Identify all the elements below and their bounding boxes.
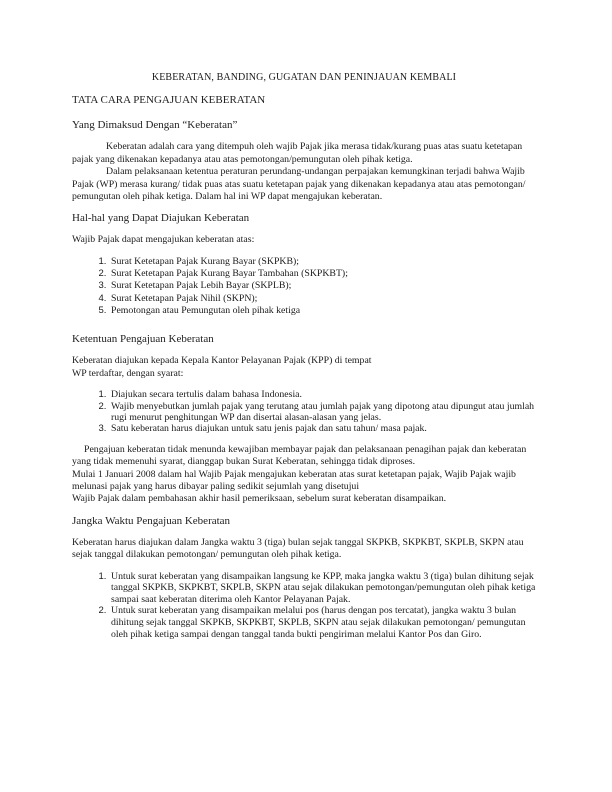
list-item: 2. Untuk surat keberatan yang disampaikan melalui pos (harus dengan pos tercatat), jangka waktu 3 bulan dihitung sejak tanggal SKPKB, SKPKBT, SKPLB, SKPN atau sejak dilakukan pemotongan/ pemungutan oleh pihak ketiga sampai dengan tanggal tanda bukti pengiriman melalui Kantor Pos dan Giro. <box>109 605 536 640</box>
paragraph-mulai-2008: Mulai 1 Januari 2008 dalam hal Wajib Pajak mengajukan keberatan atas surat ketetapan pajak, Wajib Pajak wajib melunasi pajak yang harus dibayar paling sedikit sejumlah yang disetujui <box>72 468 516 492</box>
halhal-list <box>72 256 536 317</box>
list-item: 1. Untuk surat keberatan yang disampaikan langsung ke KPP, maka jangka waktu 3 (tiga) bulan dihitung sejak tanggal SKPKB, SKPKBT, SKPLB, SKPN atau sejak dilakukan pemotongan/pemungutan oleh pihak ketiga sampai saat keberatan diterima oleh Kantor Pelayanan Pajak. <box>109 571 536 606</box>
paragraph-pembahasan: Wajib Pajak dalam pembahasan akhir hasil pemeriksaan, sebelum surat keberatan disampaikan. <box>72 493 447 505</box>
document-title: KEBERATAN, BANDING, GUGATAN DAN PENINJAUAN KEMBALI <box>151 72 457 83</box>
heading-ketentuan: Ketentuan Pengajuan Keberatan <box>72 333 214 346</box>
jangka-intro: Keberatan harus diajukan dalam Jangka waktu 3 (tiga) bulan sejak tanggal SKPKB, SKPKBT, SKPLB, SKPN atau sejak tanggal dilakukan pemotongan/ pemungutan oleh pihak ketiga. <box>72 536 524 561</box>
list-item: 1. Surat Ketetapan Pajak Kurang Bayar (SKPKB); <box>109 256 536 268</box>
heading-yang-dimaksud: Yang Dimaksud Dengan “Keberatan” <box>72 119 238 132</box>
ketentuan-intro-line1: Keberatan diajukan kepada Kepala Kantor Pelayanan Pajak (KPP) di tempat <box>72 355 372 367</box>
section-heading-tata-cara: TATA CARA PENGAJUAN KEBERATAN <box>72 94 266 107</box>
syarat-list <box>72 389 536 435</box>
list-item: 2. Surat Ketetapan Pajak Kurang Bayar Tambahan (SKPKBT); <box>109 268 536 280</box>
heading-hal-hal: Hal-hal yang Dapat Diajukan Keberatan <box>72 212 250 225</box>
list-item: 3. Surat Ketetapan Pajak Lebih Bayar (SKPLB); <box>109 280 536 292</box>
list-item: 1. Diajukan secara tertulis dalam bahasa Indonesia. <box>109 389 536 400</box>
list-item: 3. Satu keberatan harus diajukan untuk satu jenis pajak dan satu tahun/ masa pajak. <box>109 423 536 434</box>
paragraph-pelaksanaan: Dalam pelaksanaan ketentua peraturan perundang-undangan perpajakan kemungkinan terjadi bahwa Wajib Pajak (WP) merasa kurang/ tidak puas atas suatu ketetapan pajak yang dikenakan kepadanya atau atas pemotongan/ pemungutan oleh pihak ketiga. Dalam hal ini WP dapat mengajukan keberatan. <box>72 166 526 203</box>
heading-jangka-waktu: Jangka Waktu Pengajuan Keberatan <box>72 514 231 527</box>
halhal-intro: Wajib Pajak dapat mengajukan keberatan atas: <box>72 234 255 246</box>
paragraph-pengajuan: Pengajuan keberatan tidak menunda kewajiban membayar pajak dan pelaksanaan penagihan pajak dan keberatan yang tidak memenuhi syarat, dianggap bukan Surat Keberatan, sehingga tidak diproses. <box>72 443 527 468</box>
ketentuan-intro-line2: WP terdaftar, dengan syarat: <box>72 367 184 379</box>
list-item: 4. Surat Ketetapan Pajak Nihil (SKPN); <box>109 293 536 305</box>
list-item: 5. Pemotongan atau Pemungutan oleh pihak ketiga <box>109 305 536 317</box>
jangka-list <box>72 571 536 641</box>
paragraph-definisi: Keberatan adalah cara yang ditempuh oleh wajib Pajak jika merasa tidak/kurang puas atas suatu ketetapan pajak yang dikenakan kepadanya atau atas pemotongan/pemungutan oleh pihak ketiga. <box>72 141 523 165</box>
list-item: 2. Wajib menyebutkan jumlah pajak yang terutang atau jumlah pajak yang dipotong atau dipungut atau jumlah rugi menurut penghitungan WP dan disertai alasan-alasan yang jelas. <box>109 401 536 424</box>
